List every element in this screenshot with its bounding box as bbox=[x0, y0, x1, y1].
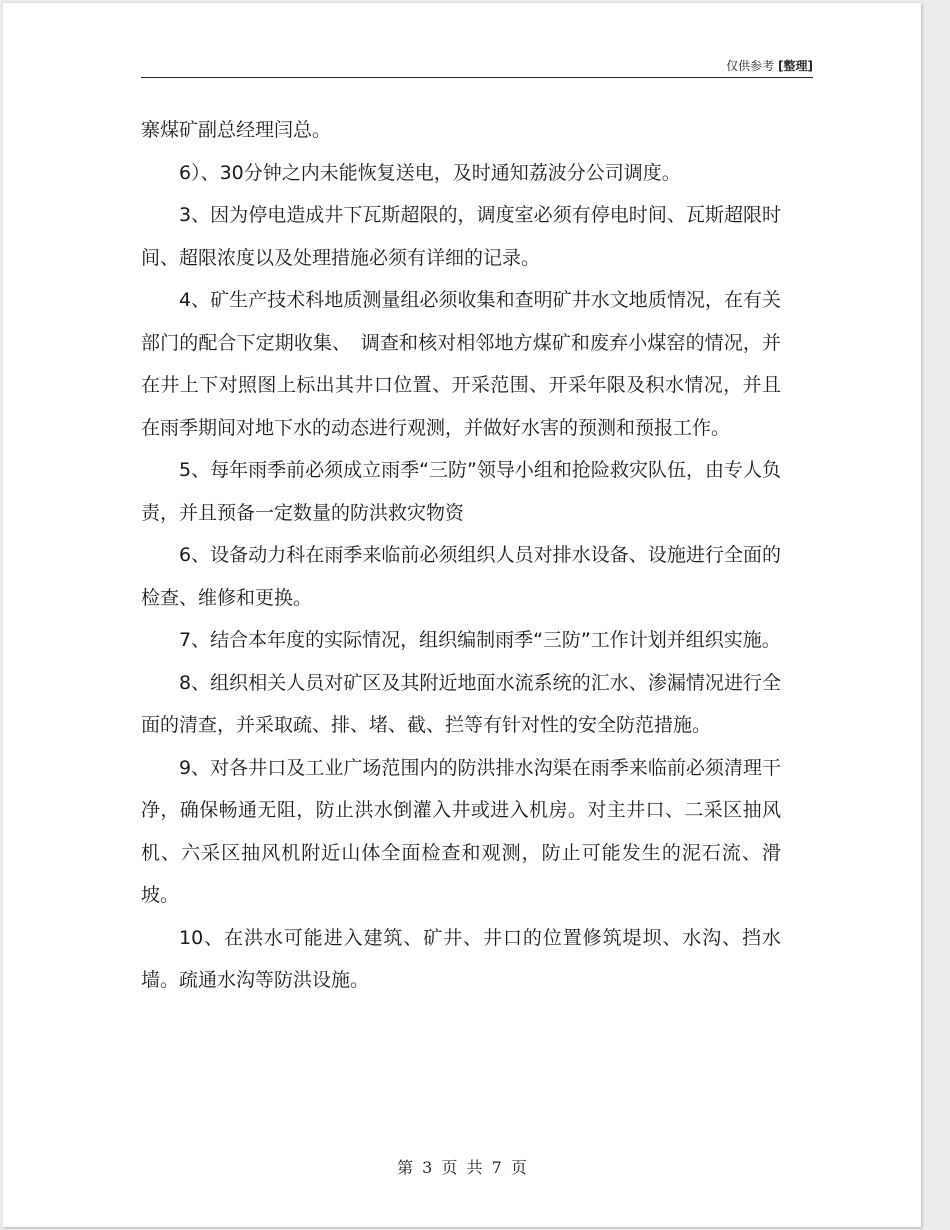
header-label: 仅供参考 bbox=[726, 59, 775, 73]
paragraph: 9、对各井口及工业广场范围内的防洪排水沟渠在雨季来临前必须清理干净，确保畅通无阻，防止洪水倒灌入井或进入机房。对主井口、二采区抽风机、六采区抽风机附近山体全面检查和观测，防止可能发生的泥石流、滑坡。 bbox=[141, 756, 781, 906]
paragraph: 7、结合本年度的实际情况，组织编制雨季“三防”工作计划并组织实施。 bbox=[179, 629, 781, 651]
paragraph: 3、因为停电造成井下瓦斯超限的，调度室必须有停电时间、瓦斯超限时间、超限浓度以及处理措施必须有详细的记录。 bbox=[141, 204, 781, 269]
page-footer: 第 3 页 共 7 页 bbox=[397, 1158, 527, 1177]
paragraph: 5、每年雨季前必须成立雨季“三防”领导小组和抢险救灾队伍，由专人负责，并且预备一定数量的防洪救灾物资 bbox=[141, 459, 781, 524]
paragraph: 8、组织相关人员对矿区及其附近地面水流系统的汇水、渗漏情况进行全面的清查，并采取疏、排、堵、截、拦等有针对性的安全防范措施。 bbox=[141, 671, 781, 736]
page-header bbox=[141, 55, 813, 78]
header-bracket: [整理] bbox=[778, 59, 813, 73]
paragraph-continuation: 寨煤矿副总经理闫总。 bbox=[141, 119, 332, 141]
paragraph: 6、设备动力科在雨季来临前必须组织人员对排水设备、设施进行全面的检查、维修和更换。 bbox=[141, 544, 781, 609]
paragraph: 6）、30分钟之内未能恢复送电，及时通知荔波分公司调度。 bbox=[179, 161, 681, 184]
paragraph: 10、在洪水可能进入建筑、矿井、井口的位置修筑堤坝、水沟、挡水墙。疏通水沟等防洪设施。 bbox=[141, 926, 781, 991]
paragraph: 4、矿生产技术科地质测量组必须收集和查明矿井水文地质情况，在有关部门的配合下定期收集、 调查和核对相邻地方煤矿和废弃小煤窑的情况，并在井上下对照图上标出其井口位置、开采范围、开采年限及积水情况，并且在雨季期间对地下水的动态进行观测，并做好水害的预测和预报工作。 bbox=[141, 289, 781, 439]
document-page bbox=[3, 3, 921, 1227]
body-text bbox=[141, 109, 781, 1002]
